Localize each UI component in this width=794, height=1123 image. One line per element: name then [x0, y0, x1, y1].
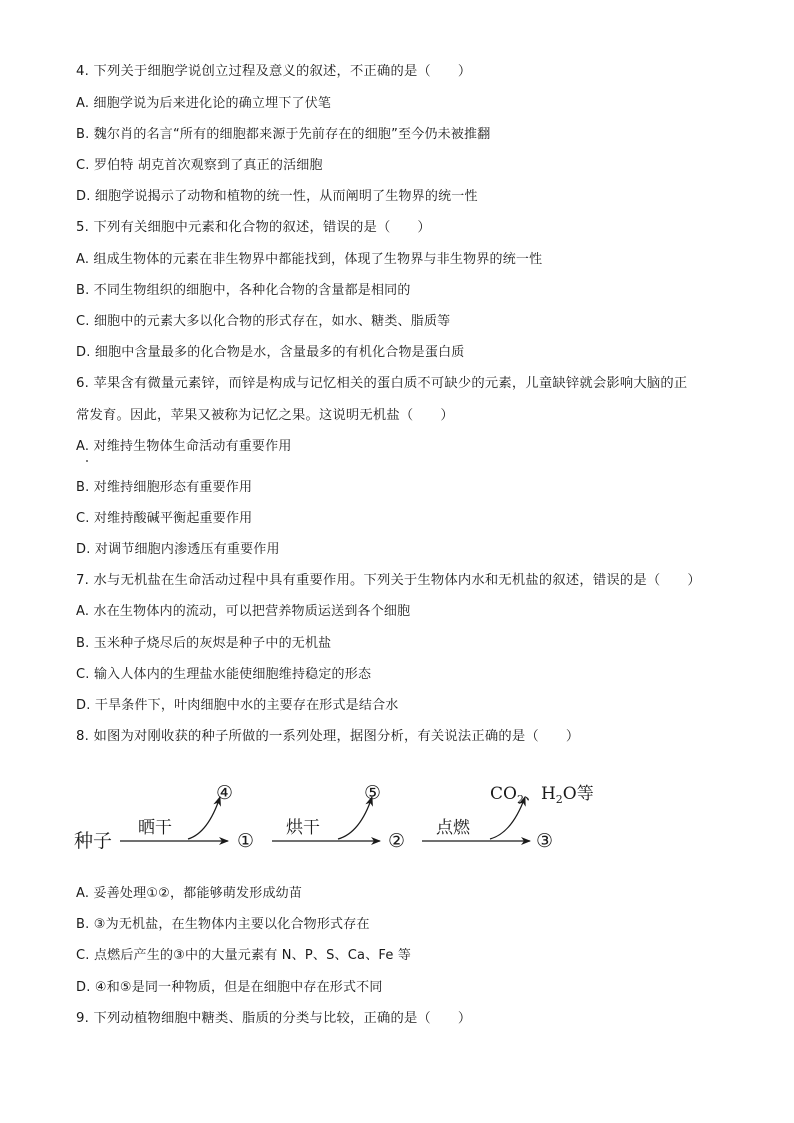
q7-option-c: C. 输入人体内的生理盐水能使细胞维持稳定的形态: [76, 667, 372, 682]
q8-option-a: A. 妥善处理①②，都能够萌发形成幼苗: [76, 886, 303, 901]
q6-stem-line1: 6. 苹果含有微量元素锌，而锌是构成与记忆相关的蛋白质不可缺少的元素，儿童缺锌就会影响大脑的正: [76, 376, 688, 391]
output-5: ⑤: [364, 782, 382, 804]
q7-stem: 7. 水与无机盐在生命活动过程中具有重要作用。下列关于生物体内水和无机盐的叙述，错误的是（ ）: [76, 573, 701, 588]
node-2: ②: [388, 830, 406, 852]
q8-option-d: D. ④和⑤是同一种物质，但是在细胞中存在形式不同: [76, 980, 383, 995]
q8-option-c: C. 点燃后产生的③中的大量元素有 N、P、S、Ca、Fe 等: [76, 948, 412, 963]
q4-option-b: B. 魏尔肖的名言“所有的细胞都来源于先前存在的细胞”至今仍未被推翻: [76, 127, 491, 142]
seed-processing-diagram: [70, 775, 610, 860]
q7-option-a: A. 水在生物体内的流动，可以把营养物质运送到各个细胞: [76, 604, 411, 619]
seed-label: 种子: [74, 830, 113, 852]
q4-stem: 4. 下列关于细胞学说创立过程及意义的叙述，不正确的是（ ）: [76, 64, 472, 79]
stray-dot: [86, 460, 88, 462]
node-3: ③: [536, 830, 554, 852]
q4-option-a: A. 细胞学说为后来进化论的确立埋下了伏笔: [76, 96, 332, 111]
q6-option-d: D. 对调节细胞内渗透压有重要作用: [76, 542, 280, 557]
q6-option-b: B. 对维持细胞形态有重要作用: [76, 480, 253, 495]
q6-option-c: C. 对维持酸碱平衡起重要作用: [76, 511, 253, 526]
step-burn-label: 点燃: [436, 818, 470, 838]
q4-option-c: C. 罗伯特 胡克首次观察到了真正的活细胞: [76, 158, 323, 173]
q5-option-d: D. 细胞中含量最多的化合物是水，含量最多的有机化合物是蛋白质: [76, 345, 465, 360]
step-sun-dry-label: 晒干: [138, 818, 172, 838]
q9-stem: 9. 下列动植物细胞中糖类、脂质的分类与比较，正确的是（ ）: [76, 1011, 472, 1026]
q5-option-b: B. 不同生物组织的细胞中，各种化合物的含量都是相同的: [76, 283, 411, 298]
q6-option-a: A. 对维持生物体生命活动有重要作用: [76, 439, 292, 454]
output-4: ④: [216, 782, 234, 804]
q5-option-c: C. 细胞中的元素大多以化合物的形式存在，如水、糖类、脂质等: [76, 314, 451, 329]
q8-stem: 8. 如图为对刚收获的种子所做的一系列处理，据图分析，有关说法正确的是（ ）: [76, 729, 580, 744]
q5-option-a: A. 组成生物体的元素在非生物界中都能找到，体现了生物界与非生物界的统一性: [76, 252, 543, 267]
q7-option-b: B. 玉米种子烧尽后的灰烬是种子中的无机盐: [76, 636, 332, 651]
q7-option-d: D. 干旱条件下，叶肉细胞中水的主要存在形式是结合水: [76, 698, 399, 713]
output-co2-water: $CO_2$、$H_2O$等: [490, 784, 594, 806]
q5-stem: 5. 下列有关细胞中元素和化合物的叙述，错误的是（ ）: [76, 220, 431, 235]
step-bake-label: 烘干: [286, 818, 320, 838]
q6-stem-line2: 常发育。因此，苹果又被称为记忆之果。这说明无机盐（ ）: [76, 408, 454, 423]
q8-option-b: B. ③为无机盐，在生物体内主要以化合物形式存在: [76, 917, 370, 932]
node-1: ①: [237, 830, 255, 852]
q4-option-d: D. 细胞学说揭示了动物和植物的统一性，从而阐明了生物界的统一性: [76, 189, 478, 204]
